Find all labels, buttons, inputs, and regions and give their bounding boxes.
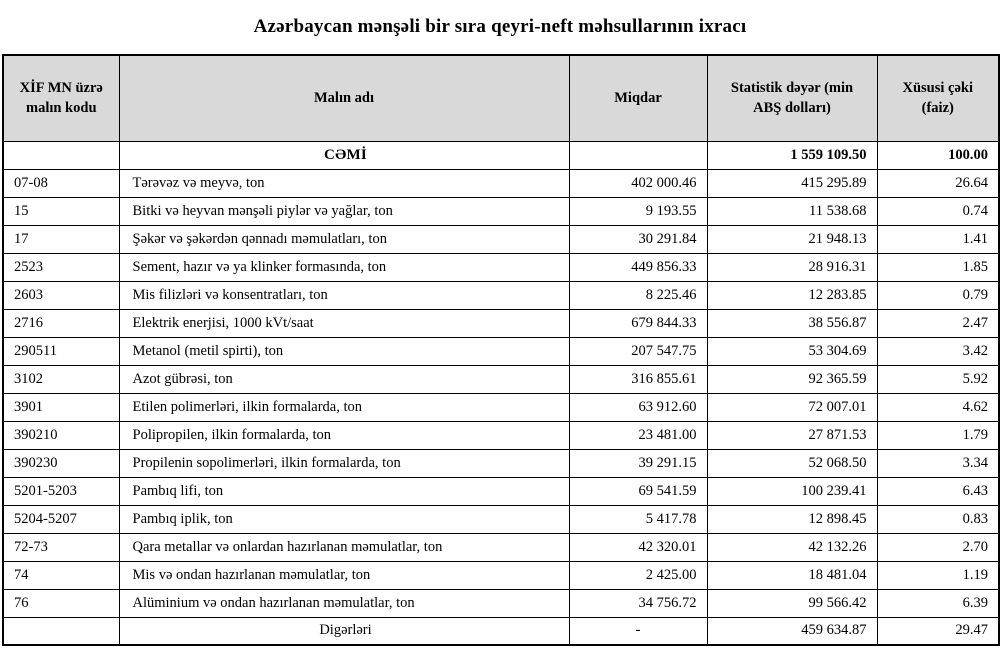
cell-name: Şəkər və şəkərdən qənnadı məmulatları, ton xyxy=(119,225,569,253)
total-row xyxy=(3,141,999,169)
table-row xyxy=(3,309,999,337)
cell-share: 5.92 xyxy=(877,365,999,393)
table-row xyxy=(3,169,999,197)
table-row xyxy=(3,449,999,477)
others-row xyxy=(3,617,999,645)
cell-code: 74 xyxy=(3,561,119,589)
header-row xyxy=(3,55,999,141)
cell-name: Elektrik enerjisi, 1000 kVt/saat xyxy=(119,309,569,337)
cell-share: 4.62 xyxy=(877,393,999,421)
cell-share: 3.42 xyxy=(877,337,999,365)
cell-value: 18 481.04 xyxy=(707,561,877,589)
cell-value: 12 898.45 xyxy=(707,505,877,533)
cell-value: 27 871.53 xyxy=(707,421,877,449)
cell-name: Pambıq iplik, ton xyxy=(119,505,569,533)
cell-name: CƏMİ xyxy=(119,141,569,169)
cell-name: Pambıq lifi, ton xyxy=(119,477,569,505)
header-name: Malın adı xyxy=(119,55,569,141)
cell-code: 290511 xyxy=(3,337,119,365)
cell-value: 11 538.68 xyxy=(707,197,877,225)
cell-share: 2.70 xyxy=(877,533,999,561)
cell-code: 2716 xyxy=(3,309,119,337)
cell-value: 42 132.26 xyxy=(707,533,877,561)
cell-quantity: 402 000.46 xyxy=(569,169,707,197)
table-row xyxy=(3,197,999,225)
cell-name: Azot gübrəsi, ton xyxy=(119,365,569,393)
cell-value: 38 556.87 xyxy=(707,309,877,337)
cell-name: Tərəvəz və meyvə, ton xyxy=(119,169,569,197)
cell-share: 100.00 xyxy=(877,141,999,169)
cell-value: 100 239.41 xyxy=(707,477,877,505)
cell-quantity: 2 425.00 xyxy=(569,561,707,589)
cell-quantity: 63 912.60 xyxy=(569,393,707,421)
cell-code: 17 xyxy=(3,225,119,253)
cell-value: 12 283.85 xyxy=(707,281,877,309)
cell-quantity: 207 547.75 xyxy=(569,337,707,365)
header-value: Statistik dəyər (min ABŞ dolları) xyxy=(707,55,877,141)
header-share: Xüsusi çəki (faiz) xyxy=(877,55,999,141)
cell-value: 459 634.87 xyxy=(707,617,877,645)
table-row xyxy=(3,365,999,393)
cell-name: Alüminium və ondan hazırlanan məmulatlar, ton xyxy=(119,589,569,617)
cell-value: 1 559 109.50 xyxy=(707,141,877,169)
cell-share: 0.79 xyxy=(877,281,999,309)
table-row xyxy=(3,589,999,617)
cell-share: 0.74 xyxy=(877,197,999,225)
cell-value: 52 068.50 xyxy=(707,449,877,477)
cell-quantity: 8 225.46 xyxy=(569,281,707,309)
export-table xyxy=(2,54,1000,646)
cell-name: Digərləri xyxy=(119,617,569,645)
cell-quantity: 316 855.61 xyxy=(569,365,707,393)
cell-quantity: 23 481.00 xyxy=(569,421,707,449)
cell-code: 72-73 xyxy=(3,533,119,561)
cell-name: Metanol (metil spirti), ton xyxy=(119,337,569,365)
cell-quantity xyxy=(569,141,707,169)
cell-code: 2523 xyxy=(3,253,119,281)
cell-code xyxy=(3,617,119,645)
cell-name: Mis və ondan hazırlanan məmulatlar, ton xyxy=(119,561,569,589)
cell-value: 53 304.69 xyxy=(707,337,877,365)
cell-share: 29.47 xyxy=(877,617,999,645)
table-row xyxy=(3,505,999,533)
table-row xyxy=(3,253,999,281)
cell-value: 92 365.59 xyxy=(707,365,877,393)
cell-name: Etilen polimerləri, ilkin formalarda, ton xyxy=(119,393,569,421)
cell-code: 5201-5203 xyxy=(3,477,119,505)
cell-share: 0.83 xyxy=(877,505,999,533)
cell-quantity: 42 320.01 xyxy=(569,533,707,561)
header-code: XİF MN üzrə malın kodu xyxy=(3,55,119,141)
cell-quantity: 449 856.33 xyxy=(569,253,707,281)
cell-quantity: 69 541.59 xyxy=(569,477,707,505)
cell-code: 5204-5207 xyxy=(3,505,119,533)
cell-name: Mis filizləri və konsentratları, ton xyxy=(119,281,569,309)
cell-share: 6.39 xyxy=(877,589,999,617)
cell-code xyxy=(3,141,119,169)
table-head xyxy=(3,55,999,141)
cell-code: 2603 xyxy=(3,281,119,309)
cell-code: 76 xyxy=(3,589,119,617)
cell-name: Propilenin sopolimerləri, ilkin formalarda, ton xyxy=(119,449,569,477)
cell-share: 1.79 xyxy=(877,421,999,449)
cell-share: 26.64 xyxy=(877,169,999,197)
header-quantity: Miqdar xyxy=(569,55,707,141)
cell-code: 390210 xyxy=(3,421,119,449)
table-row xyxy=(3,337,999,365)
cell-quantity: 30 291.84 xyxy=(569,225,707,253)
table-row xyxy=(3,561,999,589)
cell-quantity: 679 844.33 xyxy=(569,309,707,337)
cell-name: Qara metallar və onlardan hazırlanan məmulatlar, ton xyxy=(119,533,569,561)
cell-code: 3102 xyxy=(3,365,119,393)
cell-value: 415 295.89 xyxy=(707,169,877,197)
cell-share: 1.19 xyxy=(877,561,999,589)
table-row xyxy=(3,421,999,449)
table-body xyxy=(3,141,999,645)
cell-code: 07-08 xyxy=(3,169,119,197)
cell-code: 390230 xyxy=(3,449,119,477)
cell-code: 15 xyxy=(3,197,119,225)
cell-quantity: 34 756.72 xyxy=(569,589,707,617)
table-row xyxy=(3,225,999,253)
table-row xyxy=(3,533,999,561)
cell-quantity: - xyxy=(569,617,707,645)
cell-name: Sement, hazır və ya klinker formasında, ton xyxy=(119,253,569,281)
table-row xyxy=(3,281,999,309)
cell-share: 1.41 xyxy=(877,225,999,253)
cell-share: 3.34 xyxy=(877,449,999,477)
cell-name: Bitki və heyvan mənşəli piylər və yağlar, ton xyxy=(119,197,569,225)
cell-value: 28 916.31 xyxy=(707,253,877,281)
cell-code: 3901 xyxy=(3,393,119,421)
cell-share: 1.85 xyxy=(877,253,999,281)
table-row xyxy=(3,477,999,505)
cell-share: 2.47 xyxy=(877,309,999,337)
page-title: Azərbaycan mənşəli bir sıra qeyri-neft məhsullarının ixracı xyxy=(253,16,747,37)
cell-quantity: 39 291.15 xyxy=(569,449,707,477)
table-row xyxy=(3,393,999,421)
cell-value: 21 948.13 xyxy=(707,225,877,253)
cell-name: Polipropilen, ilkin formalarda, ton xyxy=(119,421,569,449)
cell-value: 99 566.42 xyxy=(707,589,877,617)
cell-quantity: 5 417.78 xyxy=(569,505,707,533)
cell-share: 6.43 xyxy=(877,477,999,505)
cell-quantity: 9 193.55 xyxy=(569,197,707,225)
cell-value: 72 007.01 xyxy=(707,393,877,421)
